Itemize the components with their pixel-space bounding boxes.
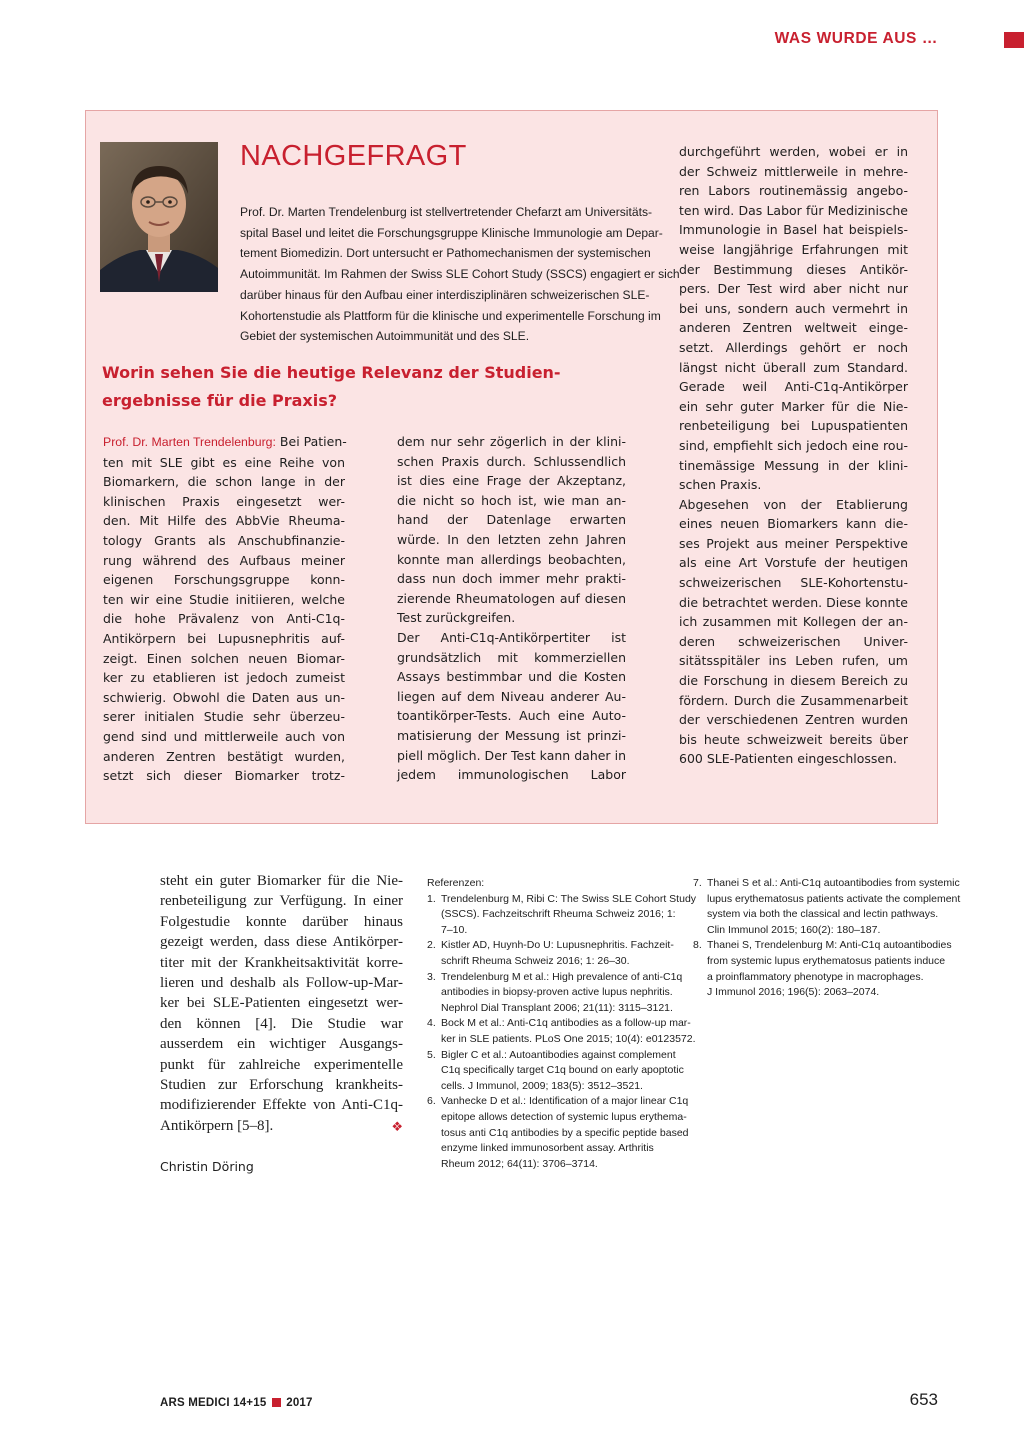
- body-line: den können [4]. Die Studie war: [160, 1015, 403, 1032]
- reference-line: ker in SLE patients. PLoS One 2015; 10(4): e0123572.: [441, 1032, 696, 1045]
- answer-line: tology Grants als Anschubfinanzie-: [103, 532, 345, 548]
- answer-line: schweizerischen SLE-Kohortenstu-: [679, 575, 908, 591]
- answer-line: klinischen Praxis eingesetzt wer-: [103, 493, 345, 509]
- footer-journal: [160, 1397, 313, 1409]
- answer-line: setzt. Allerdings gehört er noch: [679, 339, 908, 355]
- answer-line: fördern. Durch die Zusammenarbeit: [679, 692, 908, 708]
- reference-number: 5.: [427, 1048, 436, 1061]
- answer-line: schwierig. Obwohl die Daten aus un-: [103, 689, 345, 705]
- reference-number: 3.: [427, 970, 436, 983]
- answer-column-1: [103, 432, 345, 786]
- answer-line: würde. In den letzten zehn Jahren: [397, 531, 626, 547]
- reference-number: 7.: [693, 877, 702, 889]
- body-line-text: Antikörpern [5–8].: [160, 1117, 274, 1134]
- answer-line: pers. Der Test wird aber nicht nur: [679, 281, 908, 297]
- answer-line: Abgesehen von der Etablierung: [679, 496, 908, 512]
- answer-line: anderen Zentren weltweit einge-: [679, 320, 908, 336]
- reference-item: [427, 970, 683, 1017]
- answer-line: ses Projekt aus meiner Perspektive: [679, 535, 908, 551]
- box-title: NACHGEFRAGT: [240, 140, 467, 172]
- answer-line: piell möglich. Der Test kann daher in: [397, 747, 626, 763]
- interview-question: [102, 359, 602, 414]
- reference-line: J Immunol 2016; 196(5): 2063–2074.: [707, 986, 880, 999]
- body-line: renbeteiligung zur Verfügung. In einer: [160, 893, 403, 910]
- answer-line: Gerade weil Anti-C1q-Antikörper: [679, 379, 908, 395]
- body-line: modifizierender Effekte von Anti-C1q-: [160, 1097, 403, 1114]
- answer-line: den. Mit Hilfe des AbbVie Rheuma-: [103, 513, 345, 529]
- answer-line: renbeteiligung bei Lupuspatienten: [679, 418, 908, 434]
- reference-line: Vanhecke D et al.: Identification of a major linear C1q: [441, 1095, 689, 1108]
- answer-line: tinemässige Messung in der klini-: [679, 457, 908, 473]
- answer-line: Der Anti-C1q-Antikörpertiter ist: [397, 629, 626, 645]
- reference-number: 4.: [427, 1017, 436, 1030]
- answer-line: ich zusammen mit Kollegen der an-: [679, 614, 908, 630]
- page-number: 653: [909, 1390, 938, 1409]
- body-line: gezeigt werden, dass diese Antikörper-: [160, 934, 403, 951]
- intro-line: darüber hinaus für den Aufbau einer interdisziplinären schweizerischen SLE-: [240, 287, 650, 302]
- answer-line: toantikörper-Tests. Auch eine Auto-: [397, 708, 626, 724]
- answer-line: durchgeführt werden, wobei er in: [679, 144, 908, 159]
- answer-line: liegen auf dem Niveau anderer Au-: [397, 688, 626, 704]
- portrait-photo: [100, 142, 218, 292]
- reference-line: Trendelenburg M, Ribi C: The Swiss SLE Cohort Study: [441, 892, 697, 905]
- body-line: punkt für zahlreiche experimentelle: [160, 1056, 403, 1073]
- article-body: [160, 871, 403, 1137]
- reference-line: lupus erythematosus patients activate the complement: [707, 892, 961, 905]
- body-line: titer mit der Krankheitsaktivität korre-: [160, 954, 403, 971]
- reference-item: [693, 938, 952, 1000]
- answer-line: eines neuen Biomarkers kann die-: [679, 516, 908, 532]
- answer-line: längst nicht überall zum Standard.: [679, 359, 908, 375]
- interviewee-name: Prof. Dr. Marten Trendelenburg:: [103, 435, 276, 449]
- intro-line: Autoimmunität. Im Rahmen der Swiss SLE Cohort Study (SSCS) engagiert er sich: [240, 267, 680, 282]
- reference-line: Thanei S et al.: Anti-C1q autoantibodies from systemic: [707, 877, 960, 889]
- section-marker-square: [1004, 32, 1024, 48]
- reference-line: Kistler AD, Huynh-Do U: Lupusnephritis. Fachzeit-: [441, 939, 674, 952]
- answer-line: grundsätzlich mit kommerziellen: [397, 649, 626, 665]
- answer-line: Assays bestimmbar und die Kosten: [397, 669, 626, 685]
- reference-item: [693, 876, 961, 938]
- body-line: Folgestudie konnte darüber hinaus: [160, 913, 403, 930]
- answer-line: dass nun doch immer mehr prakti-: [397, 571, 626, 587]
- answer-line: sind, empfiehlt sich jedoch eine rou-: [679, 437, 908, 453]
- answer-column-3: [679, 142, 908, 769]
- reference-line: Bock M et al.: Anti-C1q antibodies as a follow-up mar-: [441, 1017, 691, 1030]
- answer-line: zeigt. Einen solchen neuen Biomar-: [103, 650, 345, 666]
- reference-line: Thanei S, Trendelenburg M: Anti-C1q autoantibodies: [707, 939, 952, 952]
- answer-line: Test zurückgreifen.: [397, 610, 516, 626]
- question-line: ergebnisse für die Praxis?: [102, 390, 338, 410]
- answer-line: bis heute schweizweit bereits über: [679, 731, 908, 747]
- answer-line: anderen Zentren bestätigt wurden,: [103, 748, 345, 764]
- answer-line: ten wird. Das Labor für Medizinische: [679, 202, 908, 218]
- reference-number: 2.: [427, 939, 436, 952]
- answer-line: [103, 432, 345, 453]
- footer-square-icon: [272, 1398, 281, 1407]
- answer-line: hand der Datenlage erwarten: [397, 512, 626, 528]
- answer-line: ten wir eine Studie initiieren, welche: [103, 591, 345, 607]
- intro-line: spital Basel und leitet die Forschungsgruppe Klinische Immunologie am Depar-: [240, 225, 663, 240]
- answer-line: ker zu etablieren ist jedoch zumeist: [103, 670, 345, 686]
- reference-item: [427, 1016, 696, 1047]
- intro-line: Prof. Dr. Marten Trendelenburg ist stellvertretender Chefarzt am Universitäts-: [240, 205, 653, 219]
- answer-line: jedem immunologischen Labor: [397, 767, 626, 783]
- reference-line: schrift Rheuma Schweiz 2016; 1: 26–30.: [441, 954, 630, 967]
- reference-number: 8.: [693, 939, 702, 952]
- reference-line: cells. J Immunol, 2009; 183(5): 3512–3521.: [441, 1079, 643, 1092]
- answer-column-2: [397, 432, 626, 785]
- reference-item: [427, 938, 674, 969]
- intro-line: Gebiet der systemischen Autoimmunität und des SLE.: [240, 329, 530, 344]
- reference-line: enzyme linked immunosorbent assay. Arthritis: [441, 1142, 654, 1155]
- reference-line: a proinflammatory phenotype in macrophages.: [707, 970, 924, 983]
- body-line: [160, 1116, 403, 1136]
- answer-line: weise langjährige Erfahrungen mit: [679, 241, 908, 257]
- answer-line: konnte man allerdings beobachten,: [397, 551, 626, 567]
- reference-line: 7–10.: [441, 923, 468, 936]
- answer-line: die nicht so hoch ist, wie man an-: [397, 492, 626, 508]
- reference-item: [427, 892, 697, 939]
- references-column-1: [427, 876, 697, 1172]
- answer-line: die betrachtet werden. Diese konnte: [679, 594, 908, 610]
- reference-item: [427, 1048, 684, 1095]
- intro-line: Kohortenstudie als Plattform für die klinische und experimentelle Forschung im: [240, 308, 661, 323]
- answer-line: sitätsspitäler ins Leben rufen, um: [679, 653, 908, 669]
- portrait-illustration: [100, 142, 218, 292]
- intro-line: tement Biomedizin. Dort untersucht er Pathomechanismen der systemischen: [240, 246, 651, 261]
- answer-line: ein sehr guter Marker für die Nie-: [679, 398, 908, 414]
- answer-line: setzt sich dieser Biomarker trotz-: [103, 768, 345, 784]
- answer-line: schen Praxis.: [679, 477, 762, 493]
- reference-line: C1q specifically target C1q bound on early apoptotic: [441, 1064, 684, 1077]
- body-line: Studien zur Erforschung krankheits-: [160, 1077, 403, 1094]
- reference-line: Bigler C et al.: Autoantibodies against complement: [441, 1048, 676, 1061]
- answer-line: rung während des Aufbaus meiner: [103, 552, 345, 568]
- body-line: lieren und deshalb als Follow-up-Mar-: [160, 975, 403, 992]
- answer-line: Antikörpern bei Lupusnephritis auf-: [103, 630, 345, 646]
- reference-item: [427, 1094, 689, 1172]
- journal-name: ARS MEDICI 14+15: [160, 1397, 267, 1409]
- reference-line: epitope allows detection of systemic lupus erythema-: [441, 1110, 687, 1123]
- answer-line: deren schweizerischen Univer-: [679, 633, 908, 649]
- answer-line: zierende Rheumatologen auf diesen: [397, 590, 626, 606]
- reference-line: from systemic lupus erythematosus patients induce: [707, 954, 946, 967]
- answer-line: Immunologie in Basel hat beispiels-: [679, 222, 908, 238]
- section-label: WAS WURDE AUS …: [774, 30, 938, 47]
- answer-line: bei uns, sondern auch vermehrt in: [679, 300, 908, 316]
- references-heading: Referenzen:: [427, 877, 485, 889]
- intro-paragraph: [240, 202, 680, 347]
- answer-line: als eine Art Vorstufe der heutigen: [679, 555, 908, 571]
- end-mark-icon: ❖: [391, 1118, 403, 1134]
- author-name: Christin Döring: [160, 1159, 254, 1174]
- reference-line: Clin Immunol 2015; 160(2): 180–187.: [707, 923, 881, 936]
- answer-line: der Bestimmung dieses Antikör-: [679, 261, 908, 277]
- answer-line: serer initialen Studie sehr überzeu-: [103, 709, 345, 725]
- reference-line: tosus anti C1q antibodies by a specific peptide based: [441, 1126, 689, 1139]
- reference-number: 6.: [427, 1095, 436, 1108]
- question-line: Worin sehen Sie die heutige Relevanz der Studien-: [102, 363, 561, 382]
- reference-line: Nephrol Dial Transplant 2006; 21(11): 3115–3121.: [441, 1001, 673, 1014]
- journal-year: 2017: [286, 1397, 313, 1409]
- answer-line: ist dies eine Frage der Akzeptanz,: [397, 473, 626, 489]
- answer-line: schen Praxis durch. Schlussendlich: [397, 453, 626, 469]
- reference-line: (SSCS). Fachzeitschrift Rheuma Schweiz 2016; 1:: [441, 908, 676, 921]
- reference-line: Rheum 2012; 64(11): 3706–3714.: [441, 1157, 598, 1170]
- answer-line: matisierung der Messung ist prinzi-: [397, 727, 626, 743]
- references-column-2: [693, 876, 961, 1001]
- body-line: ausserdem ein wichtiger Ausgangs-: [160, 1036, 403, 1053]
- reference-line: Trendelenburg M et al.: High prevalence of anti-C1q: [441, 970, 683, 983]
- reference-number: 1.: [427, 892, 436, 905]
- body-line: steht ein guter Biomarker für die Nie-: [160, 873, 403, 889]
- reference-line: antibodies in biopsy-proven active lupus nephritis.: [441, 986, 673, 999]
- answer-line: dem nur sehr zögerlich in der klini-: [397, 434, 626, 449]
- answer-line: der Schweiz mittlerweile in mehre-: [679, 163, 908, 179]
- answer-line: die Forschung in diesem Bereich zu: [679, 673, 908, 689]
- answer-line: Biomarkern, die schon lange in der: [103, 474, 345, 490]
- answer-line: eigenen Forschungsgruppe konn-: [103, 572, 345, 588]
- answer-line: die hohe Prävalenz von Anti-C1q-: [103, 611, 345, 627]
- answer-line: ren Labors routinemässig angebo-: [679, 183, 908, 199]
- answer-line: 600 SLE-Patienten eingeschlossen.: [679, 751, 897, 767]
- answer-line: der verschiedenen Zentren wurden: [679, 712, 908, 728]
- reference-line: system via both the classical and lectin pathways.: [707, 908, 939, 921]
- answer-line: gend sind und mittlerweile auch von: [103, 728, 345, 744]
- body-line: ker bei SLE-Patienten eingesetzt wer-: [160, 995, 403, 1012]
- answer-line-start: Bei Patien-: [279, 434, 347, 449]
- answer-line: ten mit SLE gibt es eine Reihe von: [103, 454, 345, 470]
